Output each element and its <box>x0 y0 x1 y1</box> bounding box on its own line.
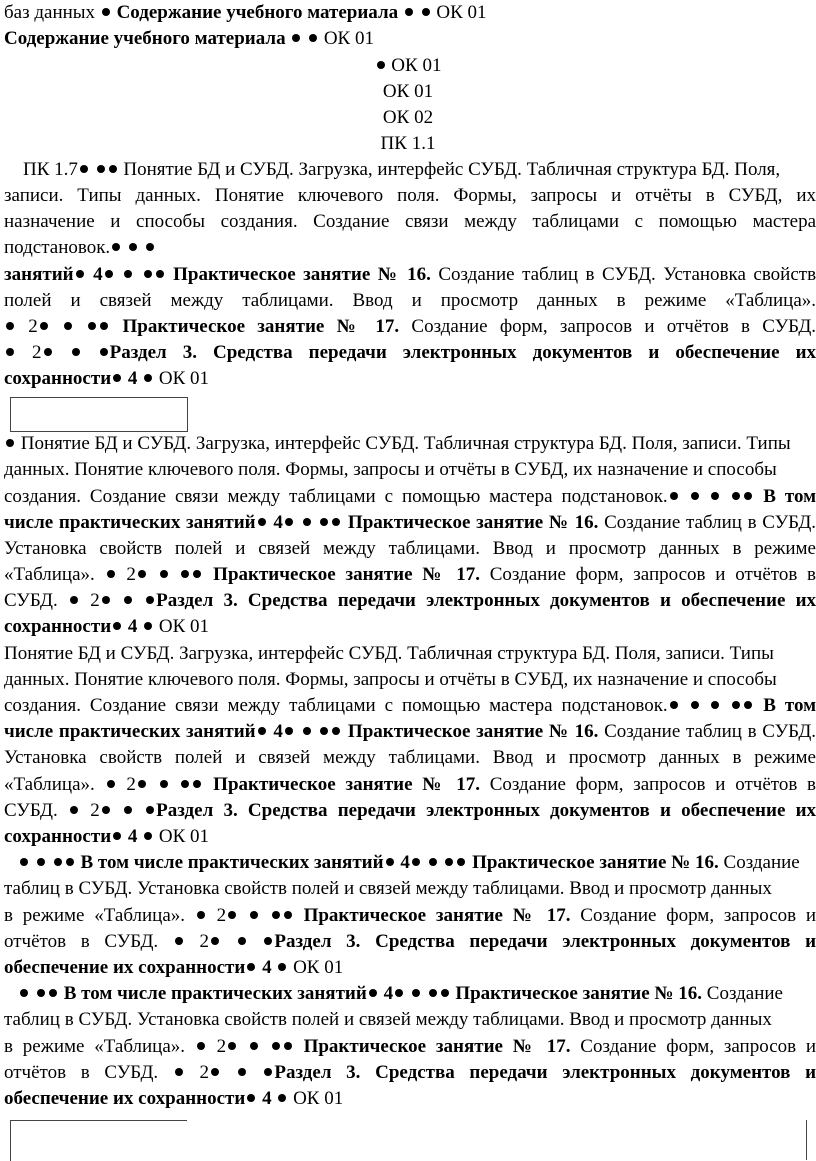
bullet-icon <box>175 937 183 945</box>
bullet-icon <box>272 1042 280 1050</box>
bullet-icon <box>429 858 437 866</box>
text-line: таблиц в СУБД. Установка свойств полей и связей между таблицами. Ввод и просмотр данных <box>4 1009 772 1030</box>
text-line: ОК 01 <box>382 81 434 102</box>
bullet-icon <box>732 701 740 709</box>
bullet-icon <box>250 1042 258 1050</box>
bullet-icon <box>320 518 328 526</box>
bullet-icon <box>64 322 72 330</box>
bullet-icon <box>412 858 420 866</box>
text-line: Установка свойств полей и связей между таблицами. Ввод и просмотр данных в режиме <box>4 538 816 559</box>
bullet-icon <box>284 911 292 919</box>
bullet-icon <box>70 806 78 814</box>
text-line: данных. Понятие ключевого поля. Формы, запросы и отчёты в СУБД, их назначение и способы <box>4 459 777 480</box>
bullet-icon <box>228 1042 236 1050</box>
bullet-icon <box>285 727 293 735</box>
text-line: сохранности 4 ОК 01 <box>4 826 210 847</box>
text-line: ПК 1.7 Понятие БД и СУБД. Загрузка, интерфейс СУБД. Табличная структура БД. Поля, <box>4 159 781 180</box>
bullet-icon <box>405 8 413 16</box>
bullet-icon <box>105 270 113 278</box>
bullet-icon <box>97 165 105 173</box>
bullet-icon <box>744 701 752 709</box>
bullet-icon <box>6 322 14 330</box>
text-line: ОК 01 <box>0 53 816 80</box>
bullet-icon <box>332 518 340 526</box>
bullet-icon <box>386 858 394 866</box>
bullet-icon <box>124 270 132 278</box>
bullet-icon <box>6 439 14 447</box>
bullet-icon <box>303 518 311 526</box>
bullet-icon <box>272 911 280 919</box>
bullet-icon <box>54 858 62 866</box>
bullet-icon <box>100 348 108 356</box>
text-line: сохранности 4 ОК 01 <box>4 616 210 637</box>
bullet-icon <box>49 989 57 997</box>
bullet-icon <box>691 492 699 500</box>
bullet-icon <box>80 165 88 173</box>
bullet-icon <box>320 727 328 735</box>
text-line: обеспечение их сохранности 4 ОК 01 <box>4 1088 344 1109</box>
bullet-icon <box>258 727 266 735</box>
bullet-icon <box>144 832 152 840</box>
text-line: полей и связей между таблицами. Ввод и просмотр данных в режиме «Таблица». <box>4 290 816 311</box>
bullet-icon <box>445 858 453 866</box>
bullet-icon <box>37 989 45 997</box>
bullet-icon <box>303 727 311 735</box>
bullet-icon <box>107 780 115 788</box>
bullet-icon <box>124 596 132 604</box>
bullet-icon <box>109 165 117 173</box>
bullet-icon <box>395 989 403 997</box>
bullet-icon <box>264 937 272 945</box>
bullet-icon <box>250 911 258 919</box>
text-line: Понятие БД и СУБД. Загрузка, интерфейс СУБД. Табличная структура БД. Поля, записи. Типы <box>4 643 774 664</box>
bullet-icon <box>20 858 28 866</box>
bullet-icon <box>112 243 120 251</box>
bullet-icon <box>160 780 168 788</box>
bullet-icon <box>228 911 236 919</box>
text-line: «Таблица». 2 Практическое занятие № 17. Создание форм, запросов и отчётов в <box>4 774 816 795</box>
bullet-icon <box>211 1068 219 1076</box>
bullet-icon <box>102 806 110 814</box>
bullet-icon <box>138 780 146 788</box>
text-line: «Таблица». 2 Практическое занятие № 17. Создание форм, запросов и отчётов в <box>4 564 816 585</box>
bullet-icon <box>377 61 385 69</box>
bullet-icon <box>102 596 110 604</box>
text-line: создания. Создание связи между таблицами с помощью мастера подстановок. В том <box>4 695 816 716</box>
bullet-icon <box>144 270 152 278</box>
bullet-icon <box>138 570 146 578</box>
text-line: в режиме «Таблица». 2 Практическое занятие № 17. Создание форм, запросов и <box>4 905 816 926</box>
text-line: подстановок. <box>4 235 816 262</box>
text-line: данных. Понятие ключевого поля. Формы, запросы и отчёты в СУБД, их назначение и способы <box>4 669 777 690</box>
bullet-icon <box>369 989 377 997</box>
bullet-icon <box>278 1094 286 1102</box>
bullet-icon <box>107 570 115 578</box>
bullet-icon <box>70 596 78 604</box>
text-line: таблиц в СУБД. Установка свойств полей и связей между таблицами. Ввод и просмотр данных <box>4 878 772 899</box>
table-border-right <box>806 1120 807 1160</box>
bullet-icon <box>20 989 28 997</box>
bullet-icon <box>309 34 317 42</box>
text-line: числе практических занятий 4 Практическое занятие № 16. Создание таблиц в СУБД. <box>4 512 816 533</box>
bullet-icon <box>129 243 137 251</box>
bullet-icon <box>422 8 430 16</box>
bullet-icon <box>193 780 201 788</box>
bullet-icon <box>102 8 110 16</box>
bullet-icon <box>88 322 96 330</box>
bullet-icon <box>670 701 678 709</box>
text-line: 2 Практическое занятие № 17. Создание форм, запросов и отчётов в СУБД. <box>4 314 816 341</box>
bullet-icon <box>181 780 189 788</box>
text-line: 2 Раздел 3. Средства передачи электронных документов и обеспечение их <box>4 340 816 367</box>
text-line: отчётов в СУБД. 2 Раздел 3. Средства передачи электронных документов и <box>4 931 816 952</box>
bullet-icon <box>278 963 286 971</box>
text-line: Понятие БД и СУБД. Загрузка, интерфейс СУБД. Табличная структура БД. Поля, записи. Типы <box>4 431 816 458</box>
bullet-icon <box>284 1042 292 1050</box>
text-line: баз данных Содержание учебного материала ОК 01 <box>4 2 487 23</box>
bullet-icon <box>66 858 74 866</box>
bullet-icon <box>732 492 740 500</box>
bullet-icon <box>181 570 189 578</box>
bullet-icon <box>211 937 219 945</box>
bullet-icon <box>429 989 437 997</box>
bullet-icon <box>124 806 132 814</box>
bullet-icon <box>332 727 340 735</box>
text-line: числе практических занятий 4 Практическое занятие № 16. Создание таблиц в СУБД. <box>4 721 816 742</box>
text-line: СУБД. 2 Раздел 3. Средства передачи электронных документов и обеспечение их <box>4 590 816 611</box>
bullet-icon <box>40 322 48 330</box>
bullet-icon <box>146 806 154 814</box>
bullet-icon <box>144 622 152 630</box>
text-line: назначение и способы создания. Создание связи между таблицами с помощью мастера <box>4 211 816 232</box>
text-line: Установка свойств полей и связей между таблицами. Ввод и просмотр данных в режиме <box>4 747 816 768</box>
bullet-icon <box>72 348 80 356</box>
text-line: Содержание учебного материала ОК 01 <box>4 28 374 49</box>
empty-table-cell-bottom <box>10 1120 187 1161</box>
bullet-icon <box>76 270 84 278</box>
text-line: ПК 1.1 <box>380 133 436 154</box>
bullet-icon <box>156 270 164 278</box>
bullet-icon <box>100 322 108 330</box>
bullet-icon <box>412 989 420 997</box>
empty-table-cell <box>10 397 188 432</box>
bullet-icon <box>238 1068 246 1076</box>
bullet-icon <box>711 701 719 709</box>
text-line: В том числе практических занятий 4 Практическое занятие № 16. Создание <box>4 981 816 1008</box>
bullet-icon <box>146 596 154 604</box>
bullet-icon <box>441 989 449 997</box>
bullet-icon <box>197 1042 205 1050</box>
bullet-icon <box>160 570 168 578</box>
text-line: записи. Типы данных. Понятие ключевого поля. Формы, запросы и отчёты в СУБД, их <box>4 185 816 206</box>
bullet-icon <box>292 34 300 42</box>
bullet-icon <box>197 911 205 919</box>
text-line: отчётов в СУБД. 2 Раздел 3. Средства передачи электронных документов и <box>4 1062 816 1083</box>
bullet-icon <box>258 518 266 526</box>
bullet-icon <box>44 348 52 356</box>
text-line: СУБД. 2 Раздел 3. Средства передачи электронных документов и обеспечение их <box>4 800 816 821</box>
bullet-icon <box>37 858 45 866</box>
bullet-icon <box>691 701 699 709</box>
text-line: создания. Создание связи между таблицами с помощью мастера подстановок. В том <box>4 486 816 507</box>
bullet-icon <box>144 374 152 382</box>
text-line: занятий 4 Практическое занятие № 16. Создание таблиц в СУБД. Установка свойств <box>4 264 816 285</box>
bullet-icon <box>744 492 752 500</box>
bullet-icon <box>670 492 678 500</box>
bullet-icon <box>238 937 246 945</box>
bullet-icon <box>113 622 121 630</box>
bullet-icon <box>6 348 14 356</box>
bullet-icon <box>247 963 255 971</box>
text-line: ОК 02 <box>382 107 434 128</box>
bullet-icon <box>146 243 154 251</box>
text-line: В том числе практических занятий 4 Практическое занятие № 16. Создание <box>4 850 816 877</box>
bullet-icon <box>175 1068 183 1076</box>
bullet-icon <box>264 1068 272 1076</box>
bullet-icon <box>457 858 465 866</box>
text-line: обеспечение их сохранности 4 ОК 01 <box>4 957 344 978</box>
bullet-icon <box>247 1094 255 1102</box>
bullet-icon <box>113 374 121 382</box>
bullet-icon <box>193 570 201 578</box>
text-line: в режиме «Таблица». 2 Практическое занятие № 17. Создание форм, запросов и <box>4 1036 816 1057</box>
text-line: сохранности 4 ОК 01 <box>4 368 210 389</box>
bullet-icon <box>711 492 719 500</box>
bullet-icon <box>285 518 293 526</box>
bullet-icon <box>113 832 121 840</box>
